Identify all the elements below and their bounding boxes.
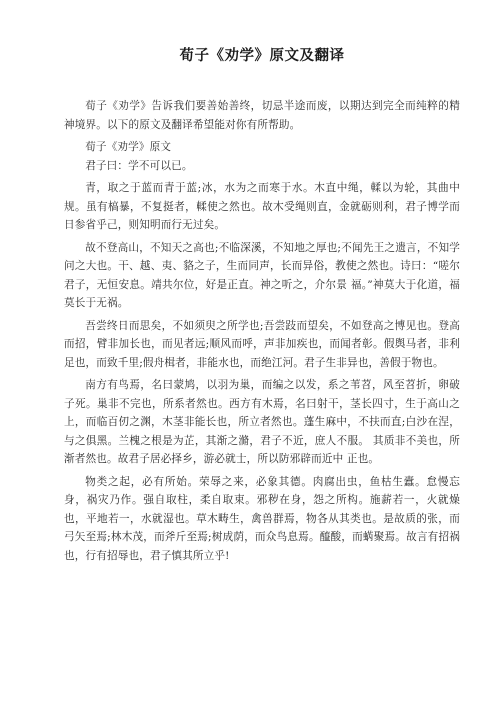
text-paragraph: 吾尝终日而思矣，不如须臾之所学也;吾尝跂而望矣，不如登高之博见也。登高而招，臂非加长也，而见者远;顺风而呼，声非加疾也，而闻者彰。假舆马者，非利足也，而致千里;假舟楫者，非能水也，而绝江河。君子生非异也，善假于物也。 bbox=[64, 319, 460, 369]
intro-paragraph: 荀子《劝学》告诉我们要善始善终，切忌半途而废，以期达到完全而纯粹的精神境界。以下的原文及翻译希望能对你有所帮助。 bbox=[64, 100, 460, 131]
text-paragraph: 故不登高山，不知天之高也;不临深溪，不知地之厚也;不闻先王之遗言，不知学问之大也。干、越、夷、貉之子，生而同声，长而异俗，教使之然也。诗曰：“嗟尔君子，无恒安息。靖共尔位，好是正直。神之听之，介尔景 福。”神莫大于化道，福莫长于无祸。 bbox=[64, 241, 460, 309]
text-paragraph: 君子曰：学不可以已。 bbox=[85, 159, 193, 172]
section-heading: 荀子《劝学》原文 bbox=[85, 141, 172, 153]
page-title: 荀子《劝学》原文及翻译 bbox=[179, 48, 345, 64]
text-paragraph: 物类之起，必有所始。荣辱之来，必象其德。肉腐出虫，鱼枯生蠹。怠慢忘身，祸灾乃作。强自取柱，柔自取束。邪秽在身，怨之所构。施薪若一，火就燥也，平地若一，水就湿也。草木畴生，禽兽群焉，物各从其类也。是故质的张，而弓矢至焉;林木茂，而斧斤至焉;树成荫，而众鸟息焉。醯酸，而蜹聚焉。故言有招祸也，行有招辱也，君子慎其所立乎! bbox=[64, 475, 460, 562]
text-paragraph: 南方有鸟焉，名曰蒙鸠，以羽为巢，而编之以发，系之苇苕，风至苕折，卵破子死。巢非不完也，所系者然也。西方有木焉，名曰射干，茎长四寸，生于高山之上，而临百仞之渊，木茎非能长也，所立者然也。蓬生麻中，不扶而直;白沙在涅，与之俱黑。兰槐之根是为芷，其渐之滫，君子不近，庶人不服。 其质非不美也，所渐者然也。故君子居必择乡，游必就士，所以防邪辟而近中 正也。 bbox=[64, 379, 460, 465]
text-paragraph: 青，取之于蓝而青于蓝;冰，水为之而寒于水。木直中绳，輮以为轮，其曲中规。虽有槁暴，不复挺者，輮使之然也。故木受绳则直，金就砺则利，君子博学而日参省乎己，则知明而行无过矣。 bbox=[64, 182, 460, 231]
